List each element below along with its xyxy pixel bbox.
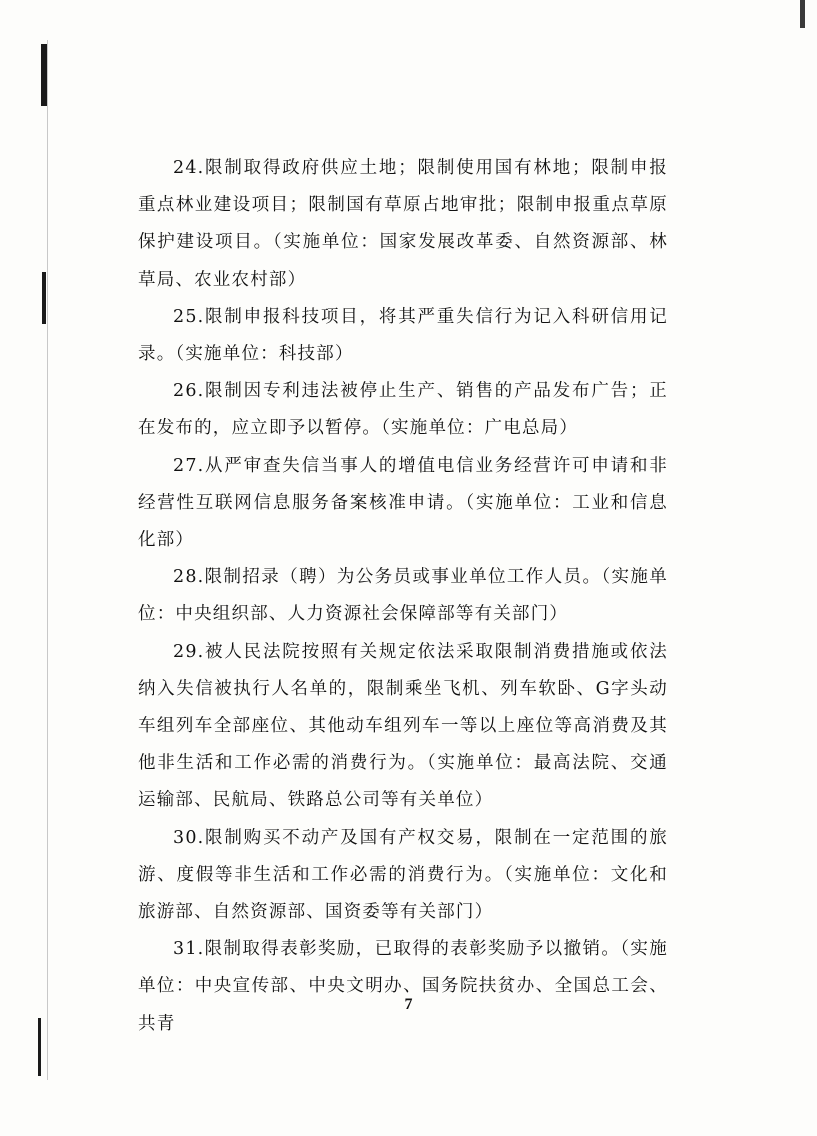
paragraph-26: 26.限制因专利违法被停止生产、销售的产品发布广告；正在发布的，应立即予以暂停。（实施单位：广电总局） xyxy=(138,381,668,439)
paragraph-24: 24.限制取得政府供应土地；限制使用国有林地；限制申报重点林业建设项目；限制国有草原占地审批；限制申报重点草原保护建设项目。（实施单位：国家发展改革委、自然资源部、林草局、农业农村部） xyxy=(138,158,668,290)
document-body xyxy=(138,150,668,1043)
page-number: 7 xyxy=(404,996,413,1013)
binding-mark xyxy=(42,272,46,324)
paragraph-25: 25.限制申报科技项目，将其严重失信行为记入科研信用记录。（实施单位：科技部） xyxy=(138,306,668,365)
binding-mark xyxy=(38,1018,41,1076)
scan-corner-mark xyxy=(800,0,805,28)
paragraph-28: 28.限制招录（聘）为公务员或事业单位工作人员。（实施单位：中央组织部、人力资源社会保障部等有关部门） xyxy=(138,567,668,625)
paragraph-27: 27.从严审查失信当事人的增值电信业务经营许可申请和非经营性互联网信息服务备案核准申请。（实施单位：工业和信息化部） xyxy=(138,455,668,551)
paragraph-30: 30.限制购买不动产及国有产权交易，限制在一定范围的旅游、度假等非生活和工作必需的消费行为。（实施单位：文化和旅游部、自然资源部、国资委等有关部门） xyxy=(138,827,668,923)
paragraph-31: 31.限制取得表彰奖励，已取得的表彰奖励予以撤销。（实施单位：中央宣传部、中央文明办、国务院扶贫办、全国总工会、共青 xyxy=(138,939,668,1034)
binding-mark xyxy=(41,44,47,106)
scan-edge-line xyxy=(47,40,48,1080)
paragraph-29: 29.被人民法院按照有关规定依法采取限制消费措施或依法纳入失信被执行人名单的，限制乘坐飞机、列车软卧、G字头动车组列车全部座位、其他动车组列车一等以上座位等高消费及其他非生活和工作必需的消费行为。（实施单位：最高法院、交通运输部、民航局、铁路总公司等有关单位） xyxy=(138,641,668,811)
